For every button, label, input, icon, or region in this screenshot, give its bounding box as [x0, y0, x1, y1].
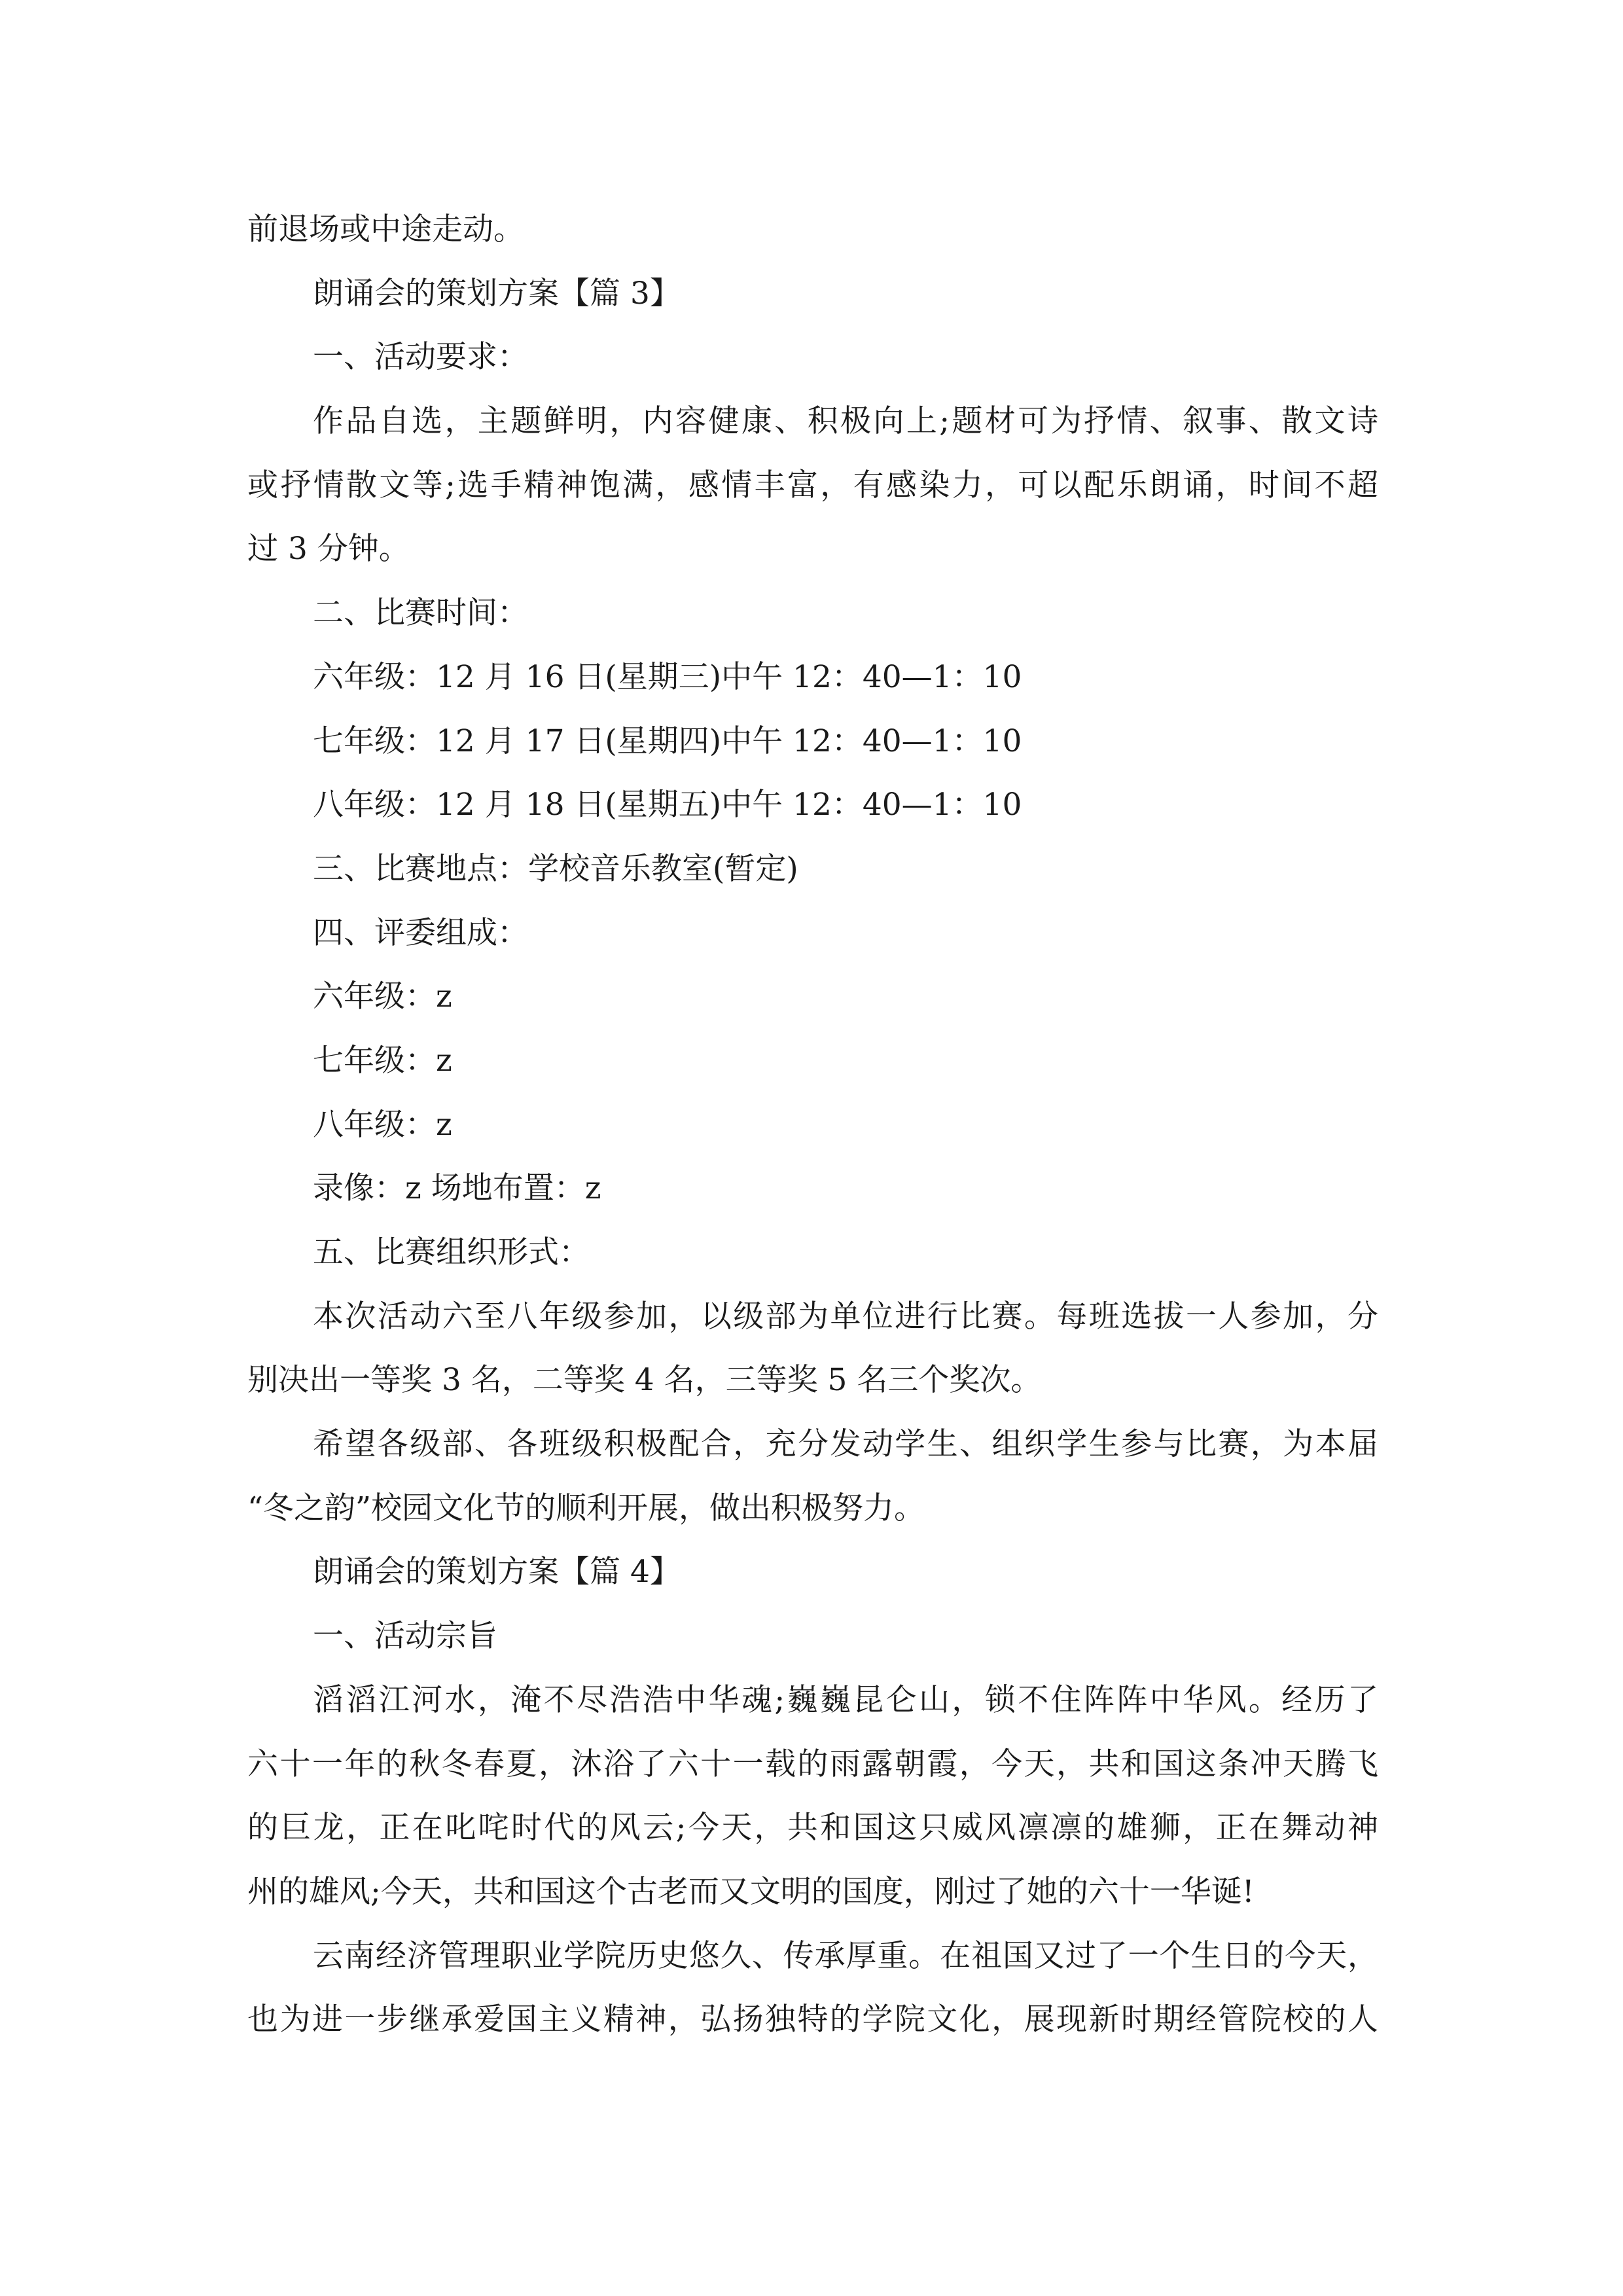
subsection-heading: 二、比赛时间：	[313, 595, 528, 632]
subsection-heading: 一、活动要求：	[313, 339, 528, 376]
paragraph-line: 的巨龙，正在叱咤时代的风云;今天，共和国这只威风凛凛的雄狮，正在舞动神	[247, 1810, 1378, 1846]
document-body	[247, 198, 1378, 2052]
schedule-line: 七年级：12 月 17 日(星期四)中午 12：40—1：10	[313, 723, 1022, 759]
paragraph-line: 前退场或中途走动。	[247, 211, 524, 247]
judge-line: 八年级：z	[313, 1106, 452, 1143]
judge-line: 录像：z 场地布置：z	[313, 1170, 601, 1207]
paragraph-line: 也为进一步继承爱国主义精神，弘扬独特的学院文化，展现新时期经管院校的人	[247, 2001, 1378, 2038]
paragraph-line: 作品自选，主题鲜明，内容健康、积极向上;题材可为抒情、叙事、散文诗	[313, 403, 1378, 440]
subsection-heading: 一、活动宗旨	[313, 1618, 497, 1655]
paragraph-line: 六十一年的秋冬春夏，沐浴了六十一载的雨露朝霞，今天，共和国这条冲天腾飞	[247, 1746, 1378, 1782]
judge-line: 七年级：z	[313, 1042, 452, 1079]
schedule-line: 八年级：12 月 18 日(星期五)中午 12：40—1：10	[313, 787, 1022, 823]
paragraph-line: 本次活动六至八年级参加，以级部为单位进行比赛。每班选拔一人参加，分	[313, 1298, 1378, 1335]
judge-line: 六年级：z	[313, 978, 452, 1015]
paragraph-line: 云南经济管理职业学院历史悠久、传承厚重。在祖国又过了一个生日的今天，	[313, 1937, 1378, 1974]
paragraph-line: “冬之韵”校园文化节的顺利开展，做出积极努力。	[247, 1490, 925, 1526]
schedule-line: 六年级：12 月 16 日(星期三)中午 12：40—1：10	[313, 658, 1022, 695]
paragraph-line: 别决出一等奖 3 名，二等奖 4 名，三等奖 5 名三个奖次。	[247, 1362, 1042, 1399]
paragraph-line: 或抒情散文等;选手精神饱满，感情丰富，有感染力，可以配乐朗诵，时间不超	[247, 467, 1378, 503]
paragraph-line: 州的雄风;今天，共和国这个古老而又文明的国度，刚过了她的六十一华诞!	[247, 1873, 1255, 1910]
paragraph-line: 过 3 分钟。	[247, 531, 410, 567]
section-heading: 朗诵会的策划方案【篇 3】	[313, 275, 681, 312]
section-heading: 朗诵会的策划方案【篇 4】	[313, 1554, 681, 1590]
paragraph-line: 滔滔江河水，淹不尽浩浩中华魂;巍巍昆仑山，锁不住阵阵中华风。经历了	[313, 1681, 1378, 1718]
paragraph-line: 希望各级部、各班级积极配合，充分发动学生、组织学生参与比赛，为本届	[313, 1426, 1378, 1463]
subsection-heading: 三、比赛地点：学校音乐教室(暂定)	[313, 850, 798, 887]
subsection-heading: 四、评委组成：	[313, 914, 528, 951]
subsection-heading: 五、比赛组织形式：	[313, 1234, 590, 1270]
